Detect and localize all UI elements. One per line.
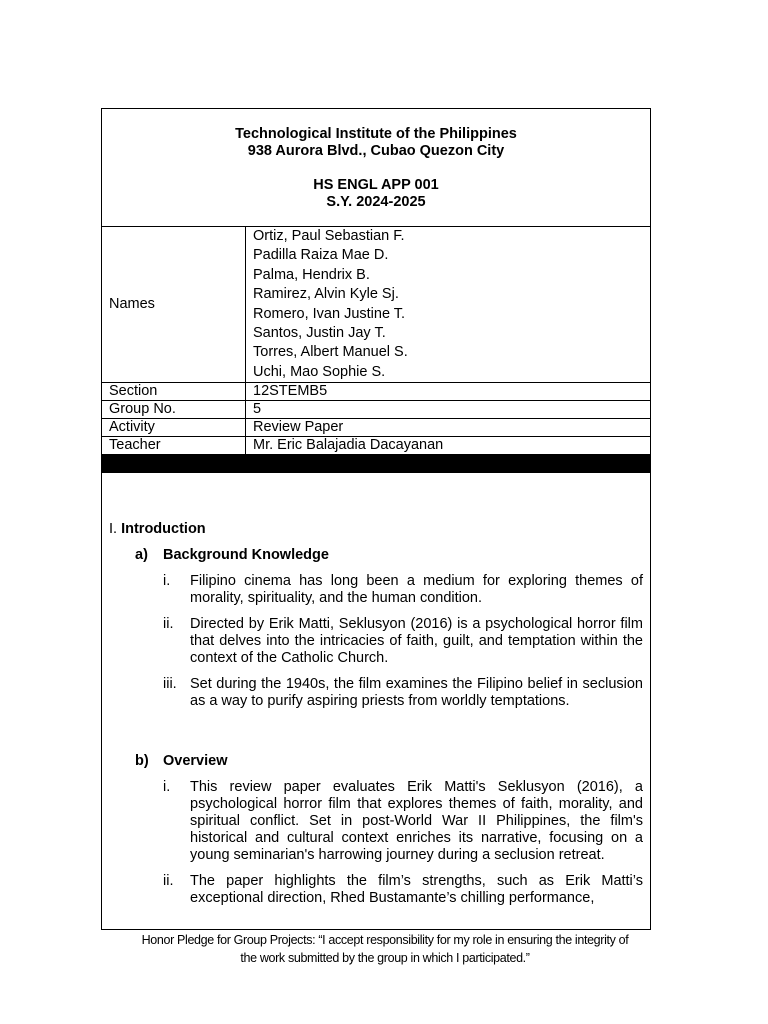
divider-bar	[102, 455, 650, 473]
name-item: Torres, Albert Manuel S.	[253, 344, 408, 361]
section-heading	[109, 521, 643, 538]
document-header	[102, 109, 650, 227]
item-number: iii.	[163, 676, 177, 693]
section-row	[102, 383, 650, 401]
name-item: Palma, Hendrix B.	[253, 266, 370, 283]
item-text: Set during the 1940s, the film examines the Filipino belief in seclusion as a way to purify aspiring priests from worldly temptations.	[190, 676, 643, 710]
background-list	[109, 573, 643, 710]
group-row	[102, 401, 650, 419]
names-row	[102, 227, 650, 383]
info-table	[102, 227, 650, 455]
list-item	[163, 676, 643, 710]
section-value: 12STEMB5	[246, 383, 651, 401]
names-list	[246, 227, 651, 383]
name-item: Uchi, Mao Sophie S.	[253, 363, 386, 380]
subsection-title: Background Knowledge	[163, 547, 329, 564]
institution-address: 938 Aurora Blvd., Cubao Quezon City	[247, 143, 505, 159]
subsection-label: a)	[135, 547, 148, 564]
name-item: Ortiz, Paul Sebastian F.	[253, 228, 405, 244]
section-number: I.	[109, 521, 118, 538]
school-year: S.Y. 2024-2025	[326, 194, 426, 210]
section-label: Section	[102, 383, 246, 401]
name-item: Padilla Raiza Mae D.	[253, 247, 389, 264]
item-number: ii.	[163, 616, 174, 633]
name-item: Santos, Justin Jay T.	[253, 325, 386, 342]
activity-row	[102, 419, 650, 437]
list-item	[163, 873, 643, 907]
item-number: i.	[163, 573, 171, 590]
teacher-value: Mr. Eric Balajadia Dacayanan	[246, 437, 651, 455]
item-text: The paper highlights the film’s strengths, such as Erik Matti’s exceptional direction, Rhed Bustamante’s chilling performance,	[190, 873, 643, 907]
teacher-label: Teacher	[102, 437, 246, 455]
activity-label: Activity	[102, 419, 246, 437]
subsection-label: b)	[135, 753, 149, 770]
footer-line: the work submitted by the group in which I participated.”	[240, 951, 530, 965]
activity-value: Review Paper	[246, 419, 651, 437]
teacher-row	[102, 437, 650, 455]
course-code: HS ENGL APP 001	[313, 177, 439, 193]
item-number: ii.	[163, 873, 174, 890]
document-body	[102, 473, 650, 907]
honor-pledge-footer	[80, 931, 690, 967]
name-item: Romero, Ivan Justine T.	[253, 305, 406, 322]
names-label: Names	[102, 227, 246, 383]
subsection-title: Overview	[163, 753, 228, 770]
section-title: Introduction	[121, 521, 206, 538]
list-item	[163, 616, 643, 667]
item-text: Filipino cinema has long been a medium for exploring themes of morality, spirituality, and the human condition.	[190, 573, 643, 607]
group-value: 5	[246, 401, 651, 419]
list-item	[163, 779, 643, 864]
subsection-heading-overview	[135, 753, 643, 770]
list-item	[163, 573, 643, 607]
item-text: Directed by Erik Matti, Seklusyon (2016) is a psychological horror film that delves into the intricacies of faith, guilt, and temptation within the context of the Catholic Church.	[190, 616, 643, 667]
overview-list	[109, 779, 643, 907]
group-label: Group No.	[102, 401, 246, 419]
item-text: This review paper evaluates Erik Matti's Seklusyon (2016), a psychological horror film that explores themes of faith, morality, and spiritual conflict. Set in post-World War II Philippines, the film's historical and cultural context enriches its narrative, focusing on a young seminarian's harrowing journey during a seclusion retreat.	[190, 779, 643, 864]
institution-name: Technological Institute of the Philippines	[235, 126, 517, 142]
document-frame	[101, 108, 651, 930]
footer-line: Honor Pledge for Group Projects: “I accept responsibility for my role in ensuring the integrity of	[141, 933, 629, 947]
item-number: i.	[163, 779, 171, 796]
subsection-heading-background	[135, 547, 643, 564]
name-item: Ramirez, Alvin Kyle Sj.	[253, 286, 399, 303]
